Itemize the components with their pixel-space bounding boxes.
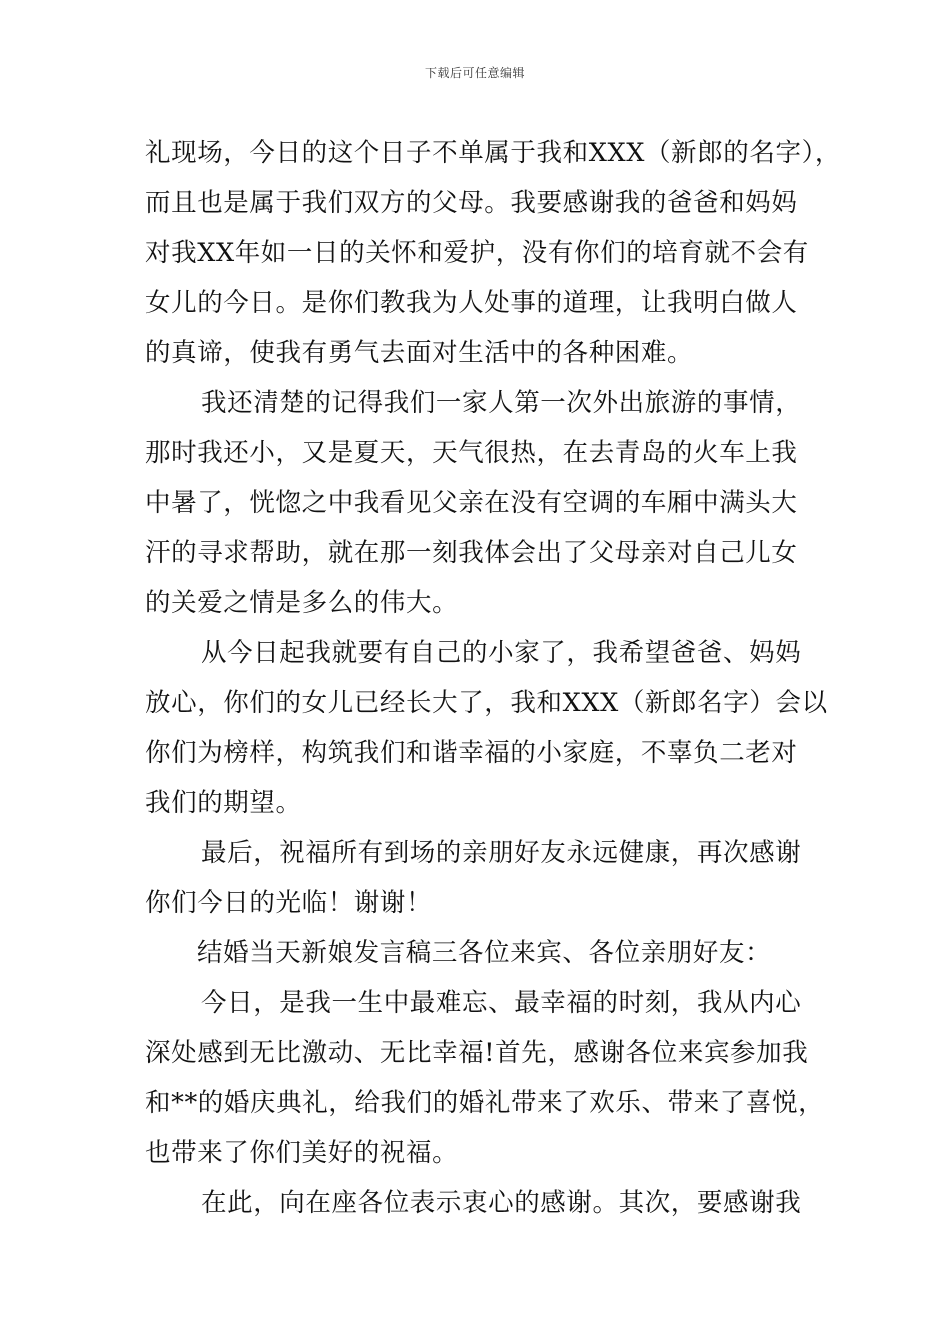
paragraph-first-line: 最后，祝福所有到场的亲朋好友永远健康，再次感谢 [201,838,802,868]
text-line: 深处感到无比激动、无比幸福!首先，感谢各位来宾参加我 [145,1038,809,1068]
text-line: 对我XX年如一日的关怀和爱护，没有你们的培育就不会有 [145,238,809,268]
text-line: 而且也是属于我们双方的父母。我要感谢我的爸爸和妈妈 [145,188,798,218]
text-line: 放心，你们的女儿已经长大了，我和XXX（新郎名字）会以 [145,688,828,718]
text-line: 的真谛，使我有勇气去面对生活中的各种困难。 [145,338,694,368]
text-line: 女儿的今日。是你们教我为人处事的道理，让我明白做人 [145,288,798,318]
paragraph-first-line: 我还清楚的记得我们一家人第一次外出旅游的事情， [201,388,802,418]
text-line: 你们今日的光临！谢谢！ [145,888,433,918]
document-body [145,128,842,1228]
text-line: 和**的婚庆典礼，给我们的婚礼带来了欢乐、带来了喜悦， [145,1088,825,1118]
page-header-note: 下载后可任意编辑 [424,66,525,80]
text-line: 我们的期望。 [145,788,302,818]
paragraph-first-line: 今日，是我一生中最难忘、最幸福的时刻，我从内心 [201,988,802,1018]
text-line: 中暑了，恍惚之中我看见父亲在没有空调的车厢中满头大 [145,488,798,518]
text-line: 那时我还小，又是夏天，天气很热，在去青岛的火车上我 [145,438,798,468]
paragraph-first-line: 从今日起我就要有自己的小家了，我希望爸爸、妈妈 [201,638,802,668]
section-heading-line: 结婚当天新娘发言稿三各位来宾、各位亲朋好友： [197,938,772,968]
text-line: 也带来了你们美好的祝福。 [145,1138,459,1168]
text-line: 汗的寻求帮助，就在那一刻我体会出了父母亲对自己儿女 [145,538,798,568]
text-line: 你们为榜样，构筑我们和谐幸福的小家庭，不辜负二老对 [145,738,798,768]
paragraph-first-line: 在此，向在座各位表示衷心的感谢。其次，要感谢我 [201,1188,802,1218]
text-line: 的关爱之情是多么的伟大。 [145,588,459,618]
text-line: 礼现场，今日的这个日子不单属于我和XXX（新郎的名字）， [145,138,842,168]
